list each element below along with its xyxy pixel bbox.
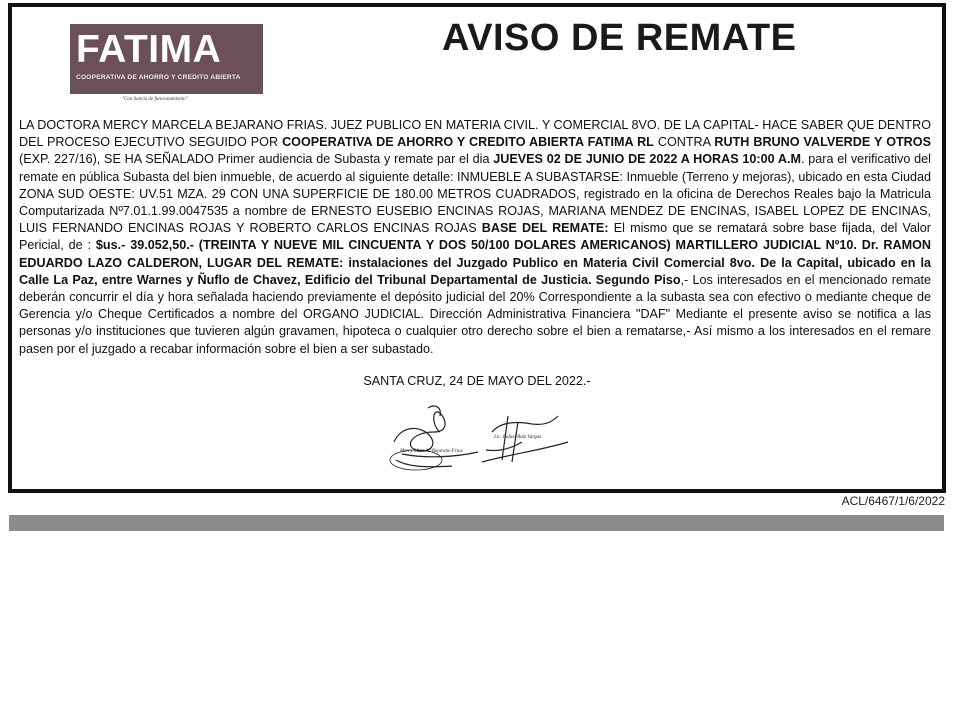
signatures-block <box>382 402 572 482</box>
body-bold-creditor: COOPERATIVA DE AHORRO Y CREDITO ABIERTA FATIMA RL <box>282 135 654 150</box>
body-text-6: ,- Los interesados en el mencionado remate deberán concurrir el día y hora señalada haciendo previamente el depósito judicial del 20% Correspondiente a la subasta sea con efectivo o mediante cheque de Gerencia y/o Cheque Certificados a nombre del ORGANO JUDICIAL. Dirección Administrativa Financiera "DAF" Mediante el presente aviso se notifica a las personas y/o instituciones que tuvieren algún gravamen, hipoteca o cualquier otro derecho sobre el bien a rematarse,- Así mismo a los interesados en el remare pasen por el juzgado a recabar información sobre el bien a ser subastado. <box>19 272 931 356</box>
body-text-2: CONTRA <box>653 135 715 150</box>
body-bold-debtor: RUTH BRUNO VALVERDE Y OTROS <box>714 135 931 150</box>
body-text-5: El mismo que se rematará sobre base fijada, del Valor Pericial, de : <box>19 221 931 253</box>
fatima-logo <box>70 24 263 94</box>
judge-signature <box>390 406 478 470</box>
date-line: SANTA CRUZ, 24 DE MAYO DEL 2022.- <box>363 374 591 388</box>
notice-title: AVISO DE REMATE <box>442 17 797 59</box>
signature-graphic <box>382 402 572 482</box>
notice-frame <box>8 3 946 493</box>
body-bold-amount: $us.- 39.052,50.- (TREINTA Y NUEVE MIL CINCUENTA Y DOS 50/100 DOLARES AMERICANOS) MARTILLERO JUDICIAL Nº10. Dr. RAMON EDUARDO LAZO CALDERON, LUGAR DEL REMATE: instalaciones del Juzgado Publico en Materia Civil Comercial 8vo. De la Capital, ubicado en la Calle La Paz, entre Warnes y Ñuflo de Chavez, Edificio del Tribunal Departamental de Justicia. Segundo Piso <box>19 238 931 287</box>
footer-bar <box>9 515 944 531</box>
logo-subtitle: COOPERATIVA DE AHORRO Y CREDITO ABIERTA <box>76 74 241 81</box>
body-text-4: . para el verificativo del remate en pública Subasta del bien inmueble, de acuerdo al siguiente detalle: INMUEBLE A SUBASTARSE: Inmueble (Terreno y mejoras), ubicado en esta Ciudad ZONA SUD OESTE: UV.51 MZA. 29 CON UNA SUPERFICIE DE 180.00 METROS CUADRADOS, registrado en la oficina de Derechos Reales bajo la Matricula Computarizada Nº7.01.1.99.0047535 a nombre de ERNESTO EUSEBIO ENCINAS ROJAS, MARIANA MENDEZ DE ENCINAS, ISABEL LOPEZ DE ENCINAS, LUIS FERNANDO ENCINAS ROJAS Y ROBERTO CARLOS ENCINAS ROJAS <box>19 152 931 236</box>
body-text-1: LA DOCTORA MERCY MARCELA BEJARANO FRIAS. JUEZ PUBLICO EN MATERIA CIVIL. Y COMERCIAL 8VO. DE LA CAPITAL- HACE SABER QUE DENTRO DEL PROCESO EJECUTIVO SEGUIDO POR <box>19 118 931 150</box>
reference-code: ACL/6467/1/6/2022 <box>841 494 945 508</box>
logo-wordmark: FATIMA <box>76 28 222 71</box>
body-text-3: (EXP. 227/16), SE HA SEÑALADO Primer audiencia de Subasta y remate par el dia <box>19 152 494 167</box>
logo-tagline: "Con Sancio de funcionamiento" <box>122 97 188 102</box>
right-caption: Lic. Rafael Ruiz Vargas <box>494 435 542 440</box>
body-bold-base: BASE DEL REMATE: <box>481 221 609 236</box>
body-bold-date: JUEVES 02 DE JUNIO DE 2022 A HORAS 10:00 A.M <box>493 152 802 167</box>
notice-body <box>19 117 931 358</box>
left-caption: Mercy Marcela Bejarano Frias <box>400 449 463 454</box>
